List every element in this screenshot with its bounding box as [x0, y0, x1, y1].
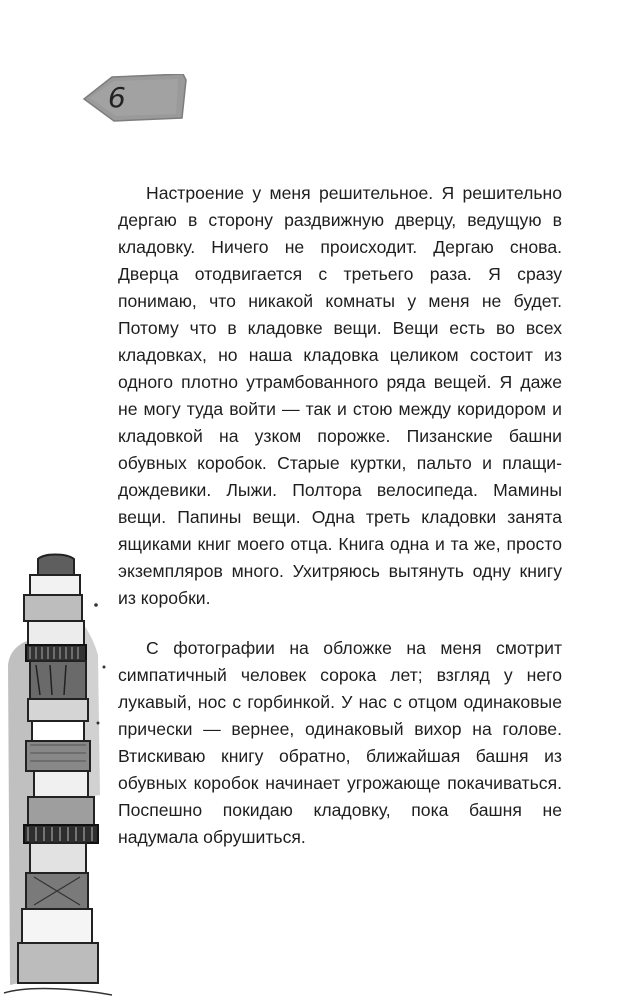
paragraph-text: С фотографии на обложке на меня смотрит симпатичный человек сорока лет; взгляд у него лукавый, нос с горбинкой. У нас с отцом одинаковые прически — вернее, одинаковый вихор на голове. Втискиваю книгу обратно, ближайшая башня из обувных коробок начинает угрожающе покачиваться. Поспешно покидаю кладовку, пока башня не надумала обрушиться.	[118, 638, 562, 847]
page-number: 6	[108, 81, 126, 114]
shoebox-stack-icon	[4, 555, 112, 996]
shoebox-tower-illustration	[0, 545, 120, 1001]
paragraph-text: Настроение у меня решительное. Я решительно дергаю в сторону раздвижную дверцу, ведущую в кладовку. Ничего не происходит. Дергаю снова. Дверца отодвигается с третьего раза. Я сразу понимаю, что никакой комнаты у меня не будет. Потому что в кладовке вещи. Вещи есть во всех кладовках, но наша кладовка целиком состоит из одного плотно утрамбованного ряда вещей. Я даже не могу туда войти — так и стою между коридором и кладовкой на узком порожке. Пизанские башни обувных коробок. Старые куртки, пальто и плащи-дождевики. Лыжи. Полтора велосипеда. Мамины вещи. Папины вещи. Одна треть кладовки занята ящиками книг моего отца. Книга одна и та же, просто экземпляров много. Ухитряюсь вытянуть одну книгу из коробки.	[118, 183, 562, 608]
paragraph-2	[118, 635, 562, 851]
page-tab-shape	[78, 74, 188, 122]
paragraph-1	[118, 180, 562, 612]
page-number-tab	[78, 74, 188, 122]
